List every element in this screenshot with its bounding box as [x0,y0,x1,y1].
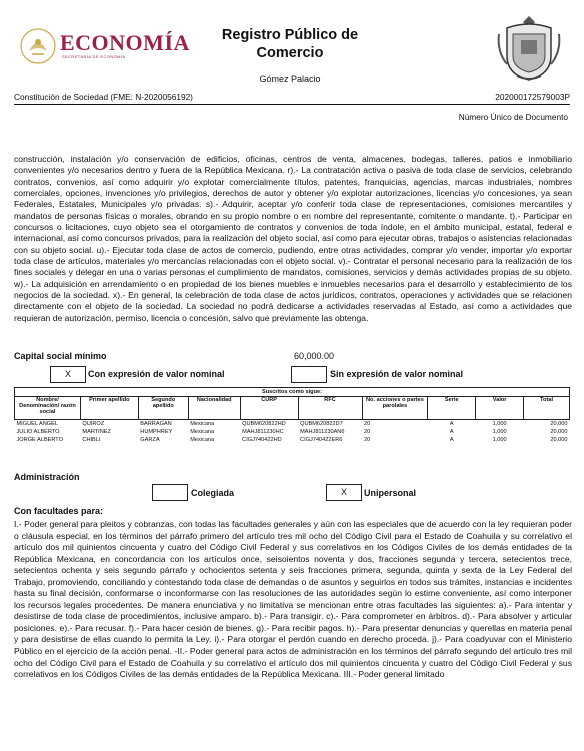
table-cell: 20,000 [550,429,568,435]
document-number: 202000172579003P [495,92,570,102]
table-cell: A [449,421,454,427]
table-cell: A [449,429,454,435]
table-caption: Suscritos como sigue: [15,388,570,397]
powers-text: I.- Poder general para pleitos y cobranzas, con todas las facultades generales y aún con las especiales que de acuerdo con la ley requieran poder o cláusula especial, en los términos del párrafo primero del artículo tres mil ocho del Código Civil para el Estado de Coahuila y su correlativo el artículo dos mil quinientos cincuenta y cuatro del Código Civil Federal y sus correlativos en los Códigos Civiles de los demás entidades de la República Mexicana, en concordancia con los artículos once, seisoientos noventa y dos, fracciones segunda y tercera, setecientos trece, setecientos ochenta y seis segundo párrafo y ochocientos setenta y seis fracciones primera, segunda, quinta y sexta de la Ley Federal del Trabajo, promoviendo, conciliando y contestando toda clase de demandas o de asuntos y seguirlos en todos sus trámites, instancias e incidentes hasta su final decisión, conformarse o inconformarse con las resoluciones de las autoridades según lo estime conveniente, así como interponer los recursos legales procedentes. De manera enunciativa y no limitativa se mencionan entre otras facultades las siguientes: a).- Para intentar y desistirse de toda clase de procedimientos, inclusive amparo. b).- Para transigir. c).- Para comprometer en árbitros. d).- Para absolver y articular posiciones. e).- Para recusar. f).- Para hacer cesión de bienes. g).- Para recibir pagos. h).- Para presentar denuncias y querellas en materia penal y para desistirse de ellas cuando lo permita la Ley. i).- Para otorgar el perdón cuando en derecho proceda. j).- Para coadyuvar con el Ministerio Público en el ejercicio de la acción penal. -II.- Poder general para actos de administración en los términos del párrafo segundo del artículo tres mil ocho del Código Civil para el Estado de Coahuila y su correlativo el artículo dos mil quinientos cincuenta y cuatro del Código Civil Federal y sus correlativos en los Códigos Civiles de las demás entidades de la República Mexicana. III.- Poder general limitado [14,519,572,680]
table-cell: MARTINEZ [82,429,111,435]
document-type: Constitución de Sociedad (FME: N-2020056192) [14,92,193,102]
document-number-label: Número Único de Documento [458,112,568,122]
table-cell: QUIROZ [82,421,105,427]
capital-label: Capital social mínimo [14,351,107,361]
column-header: Primer apellido [80,397,138,420]
column-header: Nacionalidad [188,397,240,420]
page-title: Registro Público de Comercio [221,27,359,61]
column-header: Total [524,397,570,420]
table-cell: 20,000 [550,421,568,427]
logo-wordmark: ECONOMÍA [60,30,190,55]
table-cell: 20 [364,437,371,443]
with-nominal-checkbox: X [50,366,86,383]
table-cell: MIGUEL ANGEL [16,421,58,427]
table-cell: JULIO ALBERTO [16,429,60,435]
colegiada-checkbox [152,484,188,501]
table-cell: 20 [364,421,371,427]
table-cell: HUMPHREY [140,429,173,435]
table-cell: MAHJ811230HC [242,429,284,435]
eagle-emblem-icon [18,26,58,66]
table-cell: QUBM620822HD [242,421,286,427]
table-cell: JORGE ALBERTO [16,437,63,443]
unipersonal-checkbox: X [326,484,362,501]
table-cell: 1,000 [492,421,507,427]
table-cell: 20 [364,429,371,435]
table-cell: CHIBLI [82,437,101,443]
table-row [15,420,570,429]
column-header: No. acciones o partes parolales [362,397,428,420]
table-cell: 1,000 [492,437,507,443]
table-cell: GARZA [140,437,160,443]
column-header: Serie [428,397,476,420]
without-nominal-label: Sin expresión de valor nominal [330,369,464,379]
table-cell: 1,000 [492,429,507,435]
powers-label: Con facultades para: [14,506,104,516]
column-header: RFC [298,397,362,420]
shareholders-table [14,387,570,444]
colegiada-label: Colegiada [191,488,235,498]
economia-logo [18,26,188,66]
table-cell: Mexicana [190,437,215,443]
table-cell: CIGJ740422ER6 [300,437,343,443]
corporate-purpose-text: construcción, instalación y/o conservación de edificios, oficinas, centros de venta, almacenes, bodegas, talleres, patios e inmobiliario convenientes y/o necesarios dentro y fuera de la República Mexicana. r).- La contratación activa o pasiva de toda clase de servicios, celebrando contratos, convenios, así como adquirir y/o explotar comercialmente títulos, patentes, franquicias, agencias, marcas industriales, nombres comerciales, opciones, invenciones y/o privilegios, derechos de autor y obtener y/o explotar autorizaciones, licencias y/o concesiones, ya sean Federales, Estatales, Municipales y/o privadas. s).- Adquirir, aceptar y/o conferir toda clase de representaciones, comisiones mercantiles y mandatos de personas físicas o morales, obrando en su propio nombre o en nombre del representante, comitente o mandante. t).- Participar en concursos o licitaciones, cuyo objeto sea el otorgamiento de contratos y convenios de toda índole, en el ámbito municipal, estatal, federal e internacional, así como concursos privados, para la realización del objeto social, así como para ejecutar obras, trabajos o asistencias relacionadas con su objeto social. u).- Ejecutar toda clase de actos de comercio, pudiendo, entre otras actividades, comprar y/o vender, importar y/o exportar toda clase de artículos, materiales y/o mercancías relacionadas con el objeto social. v).- Contratar el personal necesario para la realización de los fines sociales y delegar en una o varias personas el cumplimiento de mandatos, comisiones, servicios y demás actividades propias de su objeto. w).- La adquisición en arrendamiento o en propiedad de los bienes muebles e inmuebles necesarios para el desarrollo y establecimiento de los negocios de la sociedad. x).- En general, la celebración de toda clase de actos jurídicos, contratos, operaciones y actividades que se relacionen directamente con el objeto de la sociedad. La sociedad no podrá dedicarse a actividades reservadas al Estado, así como a actividades que requieran de autorización, permiso, licencia o concesión, salvo que previamente las obtenga. [14,154,572,323]
column-header: Nombre/ Denominación/ razón social [15,397,81,420]
table-cell: Mexicana [190,429,215,435]
capital-amount: 60,000.00 [294,351,335,361]
state-crest-icon [493,12,565,84]
table-cell: MAHJ811230AN6 [300,429,345,435]
table-cell: Mexicana [190,421,215,427]
header-divider [14,104,570,105]
table-cell: A [449,437,454,443]
column-header: Segundo apellido [138,397,188,420]
table-cell: 20,000 [550,437,568,443]
table-row [15,428,570,436]
table-cell: QUBM620822D7 [300,421,343,427]
column-header: Valor [476,397,524,420]
table-cell: BARRAGAN [140,421,172,427]
unipersonal-label: Unipersonal [364,488,417,498]
column-header: CURP [240,397,298,420]
table-cell: CIGJ740422HD [242,437,282,443]
document-header-line [14,92,570,102]
logo-subtitle: SECRETARÍA DE ECONOMÍA [62,54,126,59]
with-nominal-label: Con expresión de valor nominal [88,369,225,379]
city-name: Gómez Palacio [259,74,321,84]
administration-label: Administración [14,472,80,482]
table-row [15,436,570,444]
without-nominal-checkbox [291,366,327,383]
